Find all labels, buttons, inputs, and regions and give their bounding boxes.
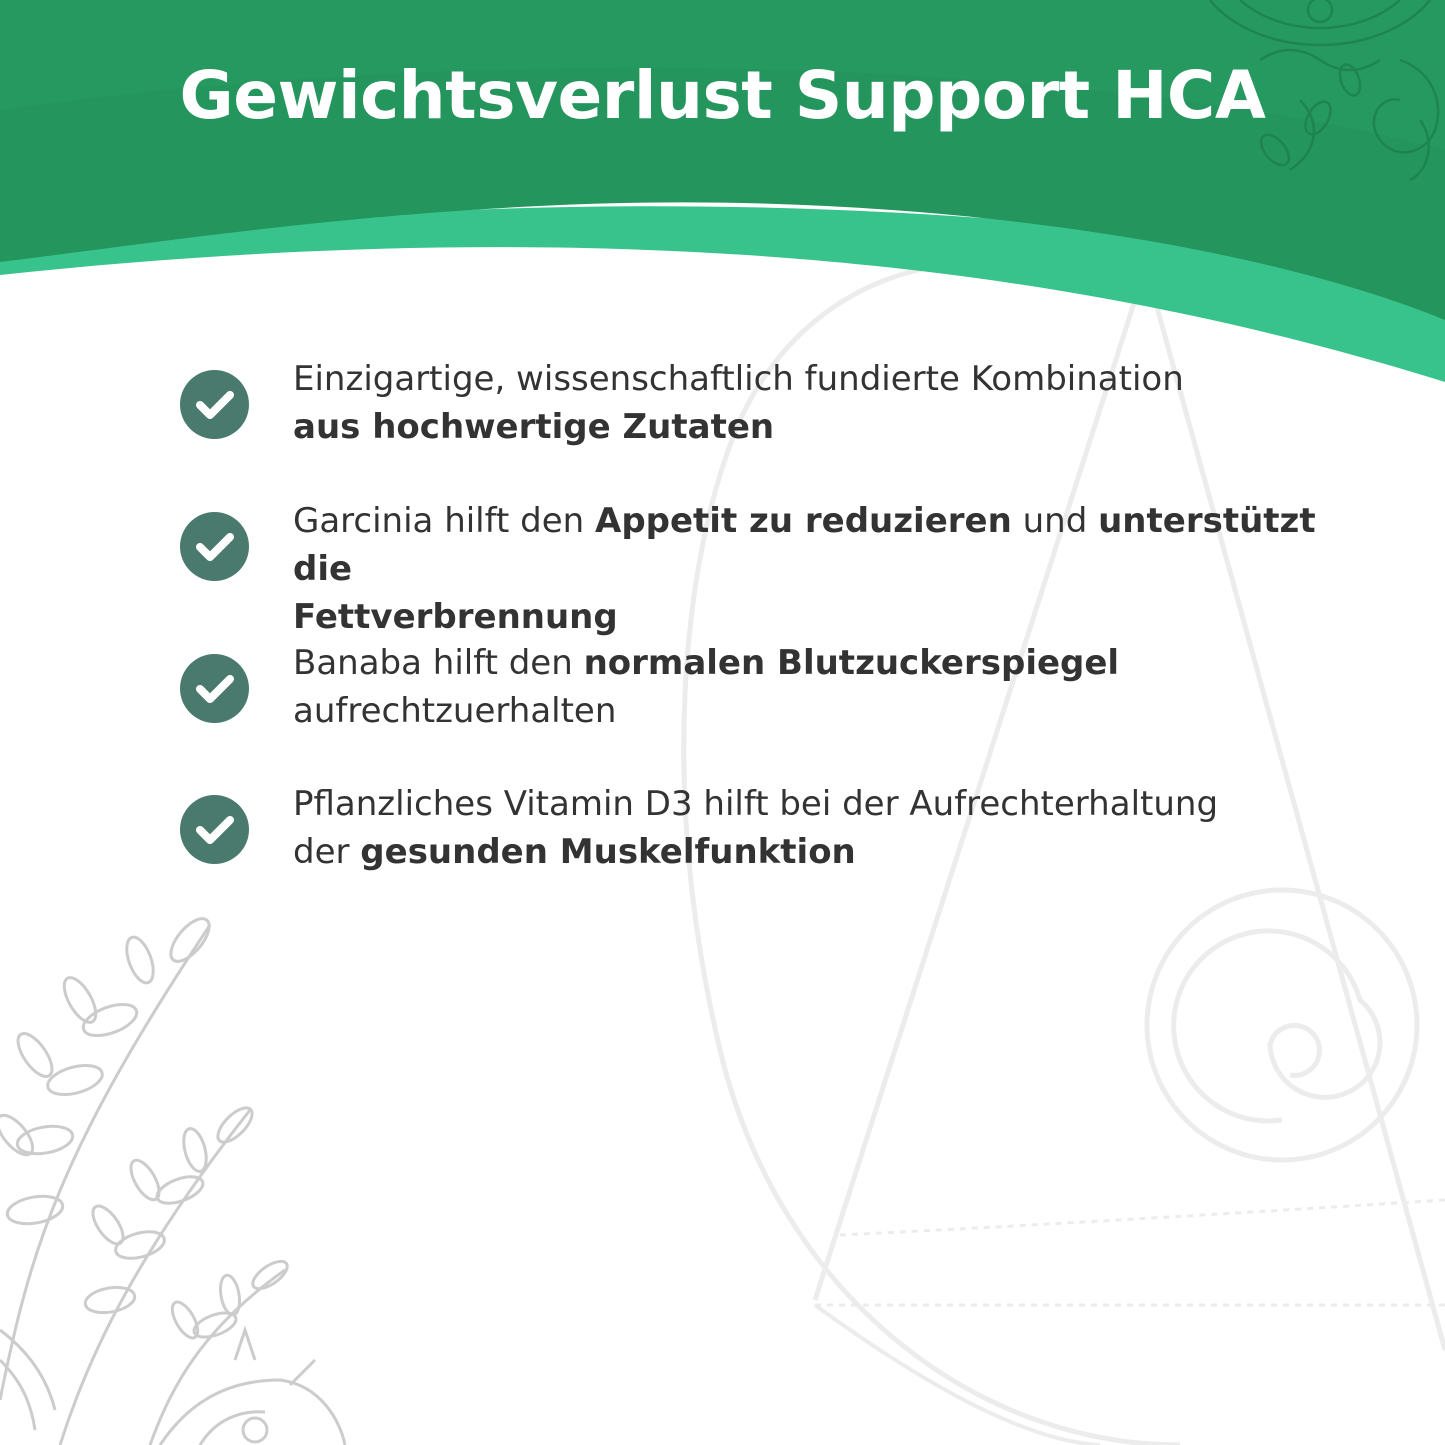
benefit-text-segment: Einzigartige, wissenschaftlich fundierte Kombination — [293, 359, 1184, 399]
check-circle-icon — [180, 370, 249, 439]
benefit-text — [293, 639, 1373, 735]
check-circle-icon — [180, 512, 249, 581]
benefit-item — [0, 780, 1445, 890]
benefit-text-segment: und — [1011, 501, 1099, 541]
benefit-text-segment: aus hochwertige Zutaten — [293, 407, 775, 447]
check-circle-icon — [180, 654, 249, 723]
benefit-item — [0, 497, 1445, 637]
benefit-text-segment: Fettverbrennung — [293, 597, 618, 637]
benefit-text — [293, 780, 1373, 876]
benefit-item — [0, 355, 1445, 465]
benefit-text-segment: Pflanzliches Vitamin D3 hilft bei der Aufrechterhaltung — [293, 784, 1219, 824]
page-title: Gewichtsverlust Support HCA — [179, 57, 1266, 134]
benefit-text-segment: der — [293, 832, 361, 872]
benefit-text-segment: normalen Blutzuckerspiegel — [583, 643, 1120, 683]
benefit-text — [293, 497, 1373, 641]
benefit-text-segment: gesunden Muskelfunktion — [360, 832, 856, 872]
benefit-text-segment: unterstützt die — [293, 501, 1316, 589]
benefit-text-segment: aufrechtzuerhalten — [293, 691, 617, 731]
benefit-text — [293, 355, 1373, 451]
benefit-item — [0, 639, 1445, 749]
benefit-text-segment: Garcinia hilft den — [293, 501, 595, 541]
benefit-text-segment: Banaba hilft den — [293, 643, 584, 683]
benefit-text-segment: Appetit zu reduzieren — [595, 501, 1012, 541]
check-circle-icon — [180, 795, 249, 864]
